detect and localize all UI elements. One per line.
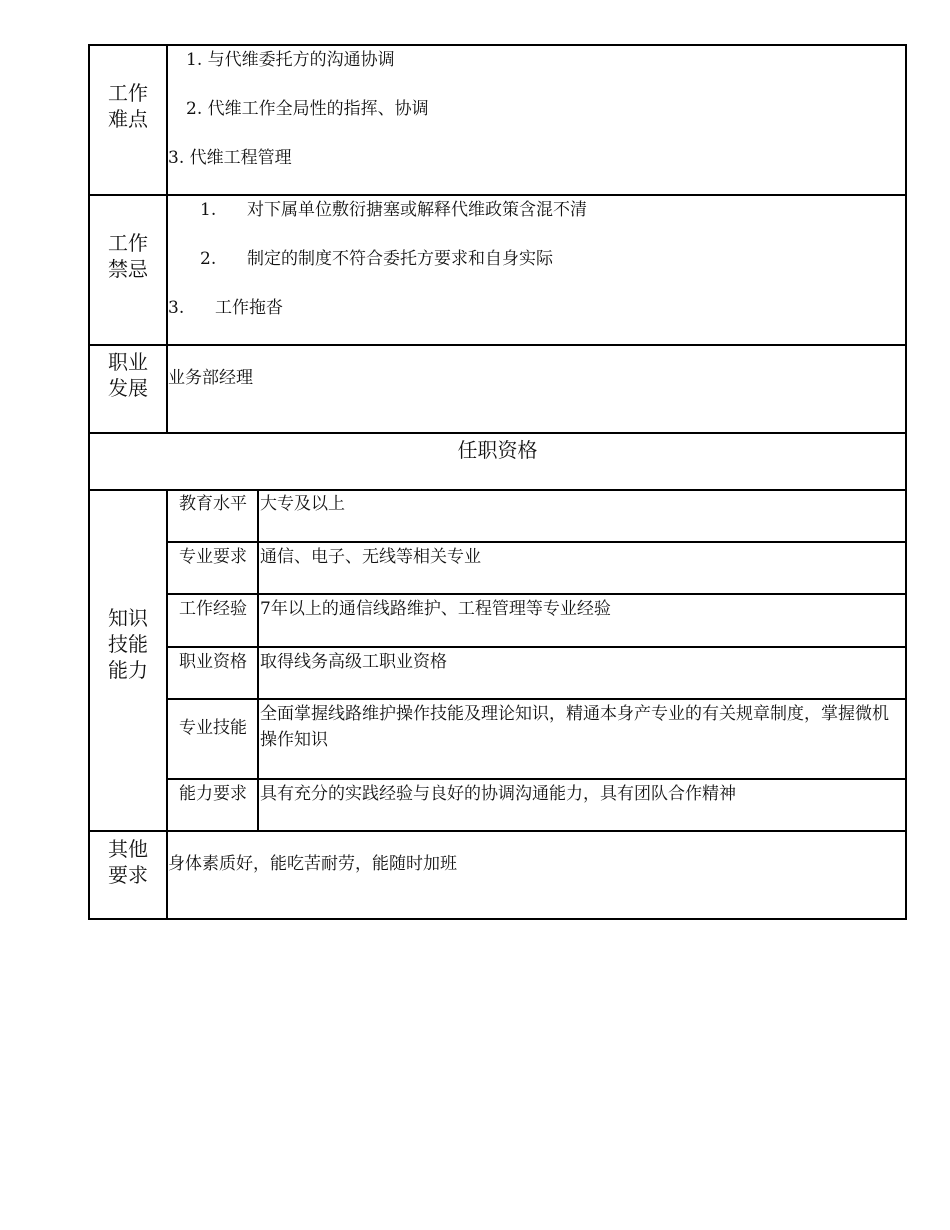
major-label: 专业要求 — [179, 547, 247, 567]
ability-label: 能力要求 — [179, 784, 247, 804]
qualification-title: 任职资格 — [457, 438, 538, 462]
skills-value: 全面掌握线路维护操作技能及理论知识，精通本身产专业的有关规章制度，掌握微机操作知识 — [260, 704, 889, 750]
certification-value: 取得线务高级工职业资格 — [260, 652, 447, 672]
taboos-label: 工作 禁忌 — [108, 231, 148, 281]
taboo-item-number: 1. — [200, 200, 217, 220]
difficulties-label: 工作 难点 — [108, 81, 148, 131]
other-value: 身体素质好，能吃苦耐劳，能随时加班 — [168, 854, 457, 874]
education-label: 教育水平 — [179, 494, 247, 514]
row-divider — [168, 593, 907, 595]
major-value: 通信、电子、无线等相关专业 — [260, 547, 481, 567]
knowledge-label: 知识 技能 能力 — [108, 606, 148, 682]
taboo-item-number: 2. — [200, 249, 217, 269]
certification-label: 职业资格 — [179, 652, 247, 672]
row-divider — [168, 778, 907, 780]
row-divider — [88, 830, 907, 832]
skills-label: 专业技能 — [179, 718, 247, 738]
career-value: 业务部经理 — [168, 368, 253, 388]
row-divider — [168, 646, 907, 648]
difficulty-item: 2. 代维工作全局性的指挥、协调 — [186, 99, 429, 119]
difficulty-item: 3. 代维工程管理 — [168, 148, 292, 168]
difficulty-item: 1. 与代维委托方的沟通协调 — [186, 50, 395, 70]
row-divider — [168, 541, 907, 543]
row-divider — [88, 432, 907, 434]
taboo-item-text: 对下属单位敷衍搪塞或解释代维政策含混不清 — [247, 200, 587, 220]
taboo-item-number: 3. — [168, 298, 185, 318]
row-divider — [88, 194, 907, 196]
experience-label: 工作经验 — [179, 599, 247, 619]
other-label: 其他 要求 — [108, 837, 148, 887]
taboo-item-text: 工作拖沓 — [215, 298, 283, 318]
taboo-item-text: 制定的制度不符合委托方要求和自身实际 — [247, 249, 553, 269]
ability-value: 具有充分的实践经验与良好的协调沟通能力，具有团队合作精神 — [260, 784, 736, 804]
experience-value: 7年以上的通信线路维护、工程管理等专业经验 — [260, 599, 611, 619]
row-divider — [168, 698, 907, 700]
job-spec-table — [88, 44, 907, 920]
career-label: 职业 发展 — [108, 350, 148, 400]
education-value: 大专及以上 — [260, 494, 345, 514]
row-divider — [88, 344, 907, 346]
